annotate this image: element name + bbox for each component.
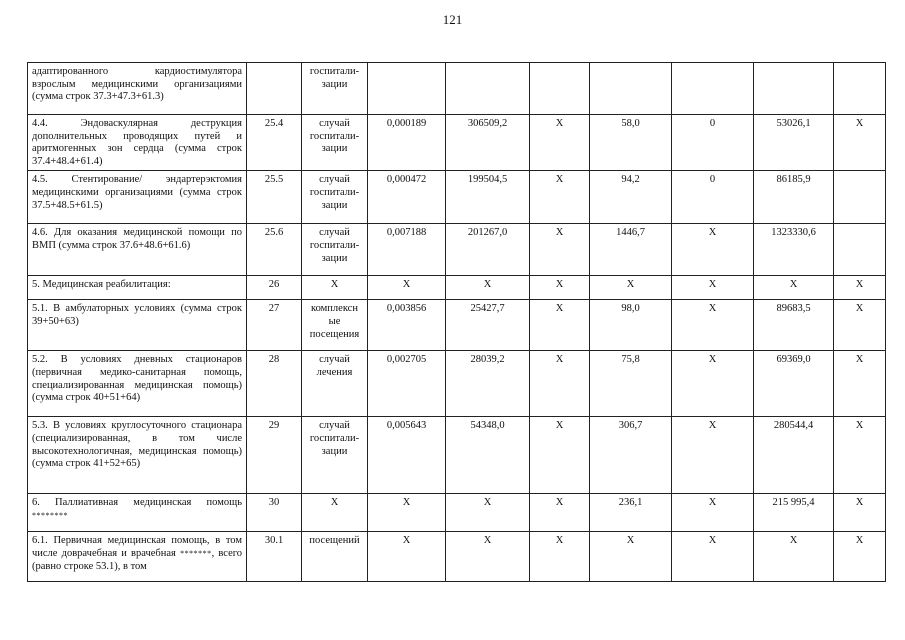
unit-cell: случай лечения [302, 351, 368, 417]
table-row [28, 171, 886, 224]
value-cell: X [672, 351, 754, 417]
value-cell: 215 995,4 [754, 494, 834, 532]
value-cell: 69369,0 [754, 351, 834, 417]
table-row [28, 351, 886, 417]
row-name-cell: 5.1. В амбулаторных условиях (сумма строк 39+50+63) [28, 300, 247, 351]
value-cell: X [834, 300, 886, 351]
value-cell: X [368, 494, 446, 532]
unit-cell: случай госпитали-зации [302, 417, 368, 494]
unit-cell: комплексн ые посещения [302, 300, 368, 351]
value-cell [834, 171, 886, 224]
value-cell: X [590, 276, 672, 300]
value-cell: X [834, 115, 886, 171]
value-cell: 0 [672, 171, 754, 224]
value-cell [834, 63, 886, 115]
row-name-cell: 4.4. Эндоваскулярная деструкция дополнительных проводящих путей и аритмогенных зон сердца (сумма строк 37.4+48.4+61.4) [28, 115, 247, 171]
table-row [28, 300, 886, 351]
value-cell: X [530, 494, 590, 532]
value-cell: 58,0 [590, 115, 672, 171]
line-number-cell: 29 [247, 417, 302, 494]
line-number-cell: 28 [247, 351, 302, 417]
value-cell: X [446, 494, 530, 532]
value-cell: 306,7 [590, 417, 672, 494]
value-cell: 1323330,6 [754, 224, 834, 276]
value-cell: X [530, 300, 590, 351]
table-row [28, 63, 886, 115]
value-cell: 0,000189 [368, 115, 446, 171]
value-cell [446, 63, 530, 115]
value-cell: X [834, 351, 886, 417]
value-cell [834, 224, 886, 276]
value-cell: 201267,0 [446, 224, 530, 276]
value-cell: X [672, 224, 754, 276]
page-number: 121 [442, 12, 463, 27]
value-cell: 86185,9 [754, 171, 834, 224]
value-cell: 236,1 [590, 494, 672, 532]
value-cell: X [530, 276, 590, 300]
unit-cell: X [302, 494, 368, 532]
line-number-cell: 26 [247, 276, 302, 300]
value-cell: X [530, 115, 590, 171]
table-row [28, 224, 886, 276]
value-cell: 0,005643 [368, 417, 446, 494]
table-row [28, 115, 886, 171]
value-cell [672, 63, 754, 115]
value-cell: X [530, 224, 590, 276]
report-table [27, 62, 886, 582]
value-cell: X [590, 532, 672, 582]
value-cell: X [530, 417, 590, 494]
row-name-cell: 5.2. В условиях дневных стационаров (первичная медико-санитарная помощь, специализированная медицинская помощь) (сумма строк 40+51+64) [28, 351, 247, 417]
value-cell: 199504,5 [446, 171, 530, 224]
value-cell: 0,000472 [368, 171, 446, 224]
value-cell: X [834, 494, 886, 532]
unit-cell: случай госпитали-зации [302, 224, 368, 276]
value-cell: 28039,2 [446, 351, 530, 417]
value-cell: X [446, 532, 530, 582]
value-cell: X [368, 276, 446, 300]
value-cell: X [754, 532, 834, 582]
unit-cell: госпитали-зации [302, 63, 368, 115]
value-cell: X [446, 276, 530, 300]
footnote-stars: ******** [32, 510, 68, 520]
value-cell: 98,0 [590, 300, 672, 351]
value-cell [590, 63, 672, 115]
value-cell: 75,8 [590, 351, 672, 417]
value-cell: X [834, 276, 886, 300]
line-number-cell: 25.4 [247, 115, 302, 171]
value-cell: 306509,2 [446, 115, 530, 171]
row-name-cell: адаптированного кардиостимулятора взрослым медицинскими организациями (сумма строк 37.3+47.3+61.3) [28, 63, 247, 115]
value-cell [754, 63, 834, 115]
unit-cell: случай госпитали-зации [302, 115, 368, 171]
unit-cell: случай госпитали-зации [302, 171, 368, 224]
table-row [28, 532, 886, 582]
value-cell: X [530, 171, 590, 224]
row-name-cell: 6. Паллиативная медицинская помощь ******** [28, 494, 247, 532]
line-number-cell [247, 63, 302, 115]
row-name-cell: 5.3. В условиях круглосуточного стационара (специализированная, в том числе высокотехнологичная, медицинская помощь) (сумма строк 41+52+65) [28, 417, 247, 494]
value-cell: 0,007188 [368, 224, 446, 276]
value-cell: 94,2 [590, 171, 672, 224]
value-cell: X [530, 532, 590, 582]
value-cell: 0,003856 [368, 300, 446, 351]
line-number-cell: 30 [247, 494, 302, 532]
value-cell: 280544,4 [754, 417, 834, 494]
table-row [28, 494, 886, 532]
row-name-cell: 5. Медицинская реабилитация: [28, 276, 247, 300]
value-cell: X [754, 276, 834, 300]
value-cell: X [672, 276, 754, 300]
value-cell: 53026,1 [754, 115, 834, 171]
value-cell: X [530, 351, 590, 417]
value-cell: 0 [672, 115, 754, 171]
line-number-cell: 27 [247, 300, 302, 351]
value-cell: 89683,5 [754, 300, 834, 351]
table-row [28, 276, 886, 300]
row-name-cell: 6.1. Первичная медицинская помощь, в том числе доврачебная и врачебная *******, всего (равно строке 53.1), в том [28, 532, 247, 582]
value-cell: X [672, 300, 754, 351]
value-cell: 54348,0 [446, 417, 530, 494]
value-cell [368, 63, 446, 115]
line-number-cell: 30.1 [247, 532, 302, 582]
value-cell: X [834, 417, 886, 494]
value-cell: X [672, 417, 754, 494]
value-cell: X [672, 532, 754, 582]
footnote-stars: ******* [180, 548, 212, 558]
row-name-cell: 4.6. Для оказания медицинской помощи по ВМП (сумма строк 37.6+48.6+61.6) [28, 224, 247, 276]
value-cell: 0,002705 [368, 351, 446, 417]
line-number-cell: 25.5 [247, 171, 302, 224]
value-cell: X [672, 494, 754, 532]
unit-cell: посещений [302, 532, 368, 582]
unit-cell: X [302, 276, 368, 300]
value-cell: X [834, 532, 886, 582]
value-cell: 25427,7 [446, 300, 530, 351]
row-name-cell: 4.5. Стентирование/ эндартерэктомия медицинскими организациями (сумма строк 37.5+48.5+61.5) [28, 171, 247, 224]
table-row [28, 417, 886, 494]
value-cell: 1446,7 [590, 224, 672, 276]
line-number-cell: 25.6 [247, 224, 302, 276]
value-cell: X [368, 532, 446, 582]
value-cell [530, 63, 590, 115]
